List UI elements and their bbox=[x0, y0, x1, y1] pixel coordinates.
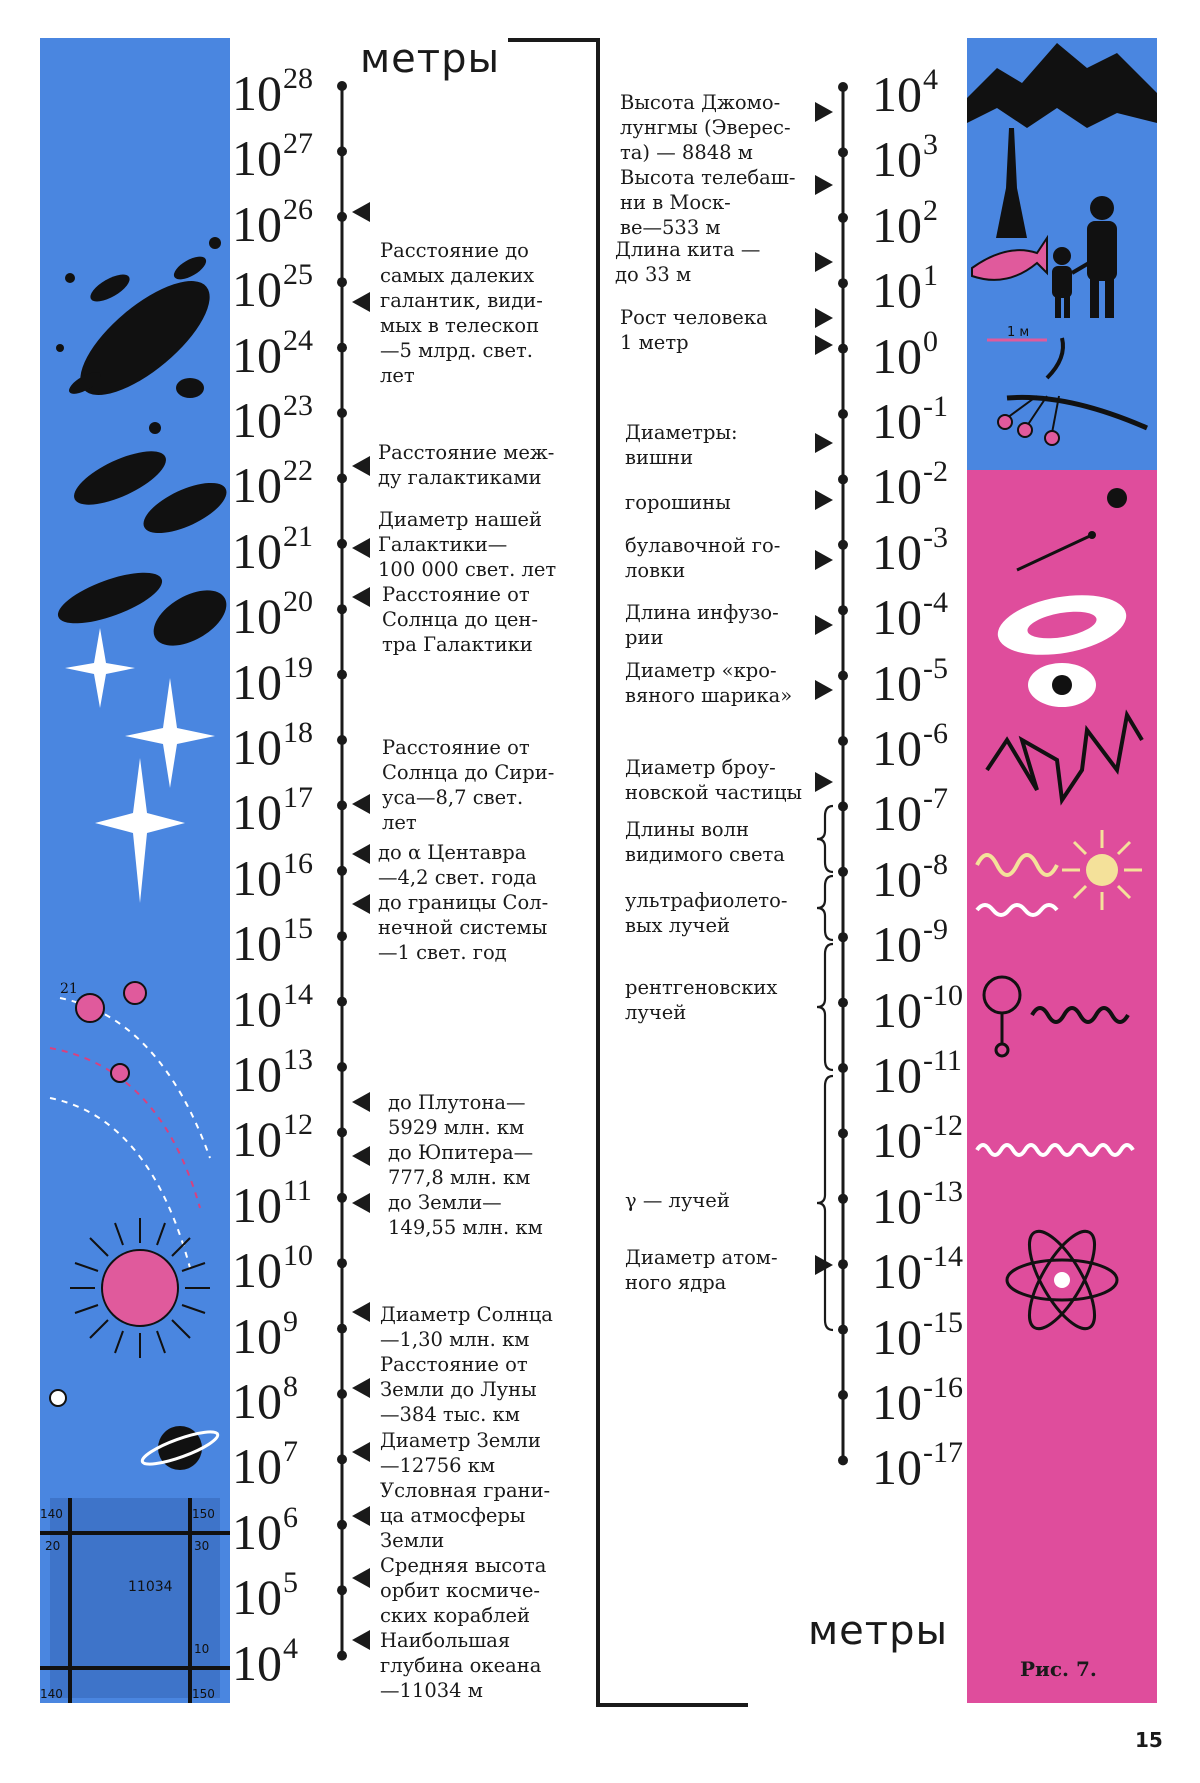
arrow-marker bbox=[815, 335, 833, 355]
arrow-marker bbox=[815, 175, 833, 195]
tick-dot bbox=[838, 409, 848, 419]
power-of-ten bbox=[232, 1304, 298, 1364]
scale-label: Условная грани- ца атмосферы Земли bbox=[380, 1479, 551, 1552]
power-base: 10 bbox=[232, 1307, 282, 1364]
scale-label: Длина инфузо- рии bbox=[625, 601, 779, 649]
power-exponent: 13 bbox=[283, 1043, 313, 1076]
power-base: 10 bbox=[872, 785, 922, 842]
svg-text:20: 20 bbox=[45, 1539, 61, 1553]
scale-label: Диаметры: вишни bbox=[625, 421, 738, 469]
power-exponent: 18 bbox=[283, 716, 313, 749]
power-of-ten bbox=[872, 782, 948, 842]
scale-label: Рост человека 1 метр bbox=[620, 306, 768, 354]
power-of-ten bbox=[872, 390, 948, 449]
scale-label: Высота телебаш- ни в Моск- ве—533 м bbox=[620, 166, 796, 239]
power-exponent: 4 bbox=[283, 1631, 298, 1665]
power-of-ten bbox=[232, 650, 313, 710]
arrow-marker bbox=[352, 1568, 370, 1588]
power-of-ten bbox=[872, 1371, 963, 1430]
power-base: 10 bbox=[232, 1503, 282, 1560]
arrow-marker bbox=[352, 587, 370, 607]
power-exponent: 9 bbox=[283, 1304, 298, 1338]
tick-dot bbox=[337, 1585, 347, 1595]
power-exponent: -2 bbox=[923, 455, 948, 489]
power-of-ten bbox=[872, 586, 948, 646]
power-of-ten bbox=[872, 1305, 963, 1365]
tick-dot bbox=[337, 735, 347, 745]
tick-dot bbox=[838, 147, 848, 157]
tick-dot bbox=[337, 1651, 347, 1661]
power-of-ten bbox=[232, 912, 313, 972]
scale-label: Расстояние от Солнца до цен- тра Галактики bbox=[382, 583, 539, 656]
power-of-ten bbox=[232, 258, 313, 318]
tick-dot bbox=[838, 998, 848, 1008]
tick-dot bbox=[838, 344, 848, 354]
connecting-bracket bbox=[508, 40, 748, 1705]
svg-text:150: 150 bbox=[192, 1687, 215, 1701]
power-base: 10 bbox=[232, 1634, 282, 1691]
tick-dot bbox=[337, 146, 347, 156]
power-base: 10 bbox=[232, 1176, 282, 1233]
power-of-ten bbox=[232, 127, 313, 187]
tick-dot bbox=[838, 278, 848, 288]
power-base: 10 bbox=[872, 981, 922, 1038]
power-of-ten bbox=[232, 1500, 298, 1560]
scale-label: Расстояние от Земли до Луны —384 тыс. км bbox=[380, 1353, 537, 1426]
tick-dot bbox=[838, 1455, 848, 1465]
power-base: 10 bbox=[872, 720, 922, 776]
scale-label: Высота Джомо- лунгмы (Эверес- та) — 8848 м bbox=[620, 91, 791, 164]
svg-text:1 м: 1 м bbox=[1007, 325, 1030, 340]
power-of-ten bbox=[872, 193, 938, 253]
scale-label: Расстояние до самых далеких галантик, види- мых в телескоп —5 млрд. свет. лет bbox=[380, 239, 543, 387]
tick-dot bbox=[838, 213, 848, 223]
tick-dot bbox=[337, 1520, 347, 1530]
svg-text:30: 30 bbox=[194, 1539, 210, 1553]
power-of-ten bbox=[872, 1240, 963, 1300]
power-of-ten bbox=[232, 977, 313, 1037]
scale-label: Расстояние от Солнца до Сири- уса—8,7 свет. лет bbox=[382, 736, 555, 834]
tick-dot bbox=[838, 474, 848, 484]
power-exponent: -14 bbox=[923, 1240, 963, 1274]
tick-dot bbox=[838, 82, 848, 92]
power-base: 10 bbox=[872, 1374, 922, 1430]
tick-dot bbox=[337, 539, 347, 549]
range-brace bbox=[817, 944, 833, 1070]
arrow-marker bbox=[352, 1092, 370, 1112]
svg-text:11034: 11034 bbox=[128, 1579, 173, 1595]
page-number: 15 bbox=[1135, 1728, 1163, 1752]
power-exponent: 24 bbox=[283, 323, 313, 357]
tick-dot bbox=[838, 932, 848, 942]
power-exponent: -1 bbox=[923, 390, 948, 423]
tick-dot bbox=[337, 1389, 347, 1399]
tick-dot bbox=[337, 866, 347, 876]
power-of-ten bbox=[232, 454, 313, 514]
power-base: 10 bbox=[232, 588, 282, 645]
tick-dot bbox=[838, 801, 848, 811]
power-base: 10 bbox=[232, 915, 282, 972]
power-base: 10 bbox=[232, 1373, 282, 1429]
scale-label: горошины bbox=[625, 491, 731, 514]
power-base: 10 bbox=[232, 980, 282, 1037]
tick-dot bbox=[838, 671, 848, 681]
power-base: 10 bbox=[232, 1046, 282, 1102]
tick-dot bbox=[838, 867, 848, 877]
power-exponent: -12 bbox=[923, 1109, 963, 1143]
power-of-ten bbox=[232, 1108, 313, 1168]
scale-label: до границы Сол- нечной системы —1 свет. год bbox=[378, 891, 549, 964]
tick-dot bbox=[337, 81, 347, 91]
power-exponent: 5 bbox=[283, 1566, 298, 1600]
power-of-ten bbox=[872, 520, 948, 580]
power-exponent: -17 bbox=[923, 1436, 963, 1470]
power-exponent: 22 bbox=[283, 454, 313, 488]
power-base: 10 bbox=[872, 589, 922, 646]
power-base: 10 bbox=[232, 719, 282, 775]
power-of-ten bbox=[872, 717, 948, 776]
tick-dot bbox=[838, 1325, 848, 1335]
arrow-marker bbox=[815, 680, 833, 700]
power-of-ten bbox=[872, 455, 948, 515]
scale-label: Диаметр Земли —12756 км bbox=[380, 1429, 541, 1477]
power-exponent: 15 bbox=[283, 912, 313, 946]
tick-dot bbox=[838, 540, 848, 550]
power-of-ten bbox=[872, 128, 938, 188]
power-base: 10 bbox=[872, 66, 922, 122]
power-of-ten bbox=[872, 1109, 963, 1169]
scale-label: Диаметр Солнца —1,30 млн. км bbox=[380, 1303, 553, 1351]
scale-label: Длина кита — до 33 м bbox=[615, 238, 761, 286]
arrow-marker bbox=[352, 202, 370, 222]
tick-dot bbox=[337, 1454, 347, 1464]
arrow-marker bbox=[352, 1193, 370, 1213]
power-exponent: 17 bbox=[283, 781, 313, 815]
power-exponent: 23 bbox=[283, 389, 313, 422]
svg-text:140: 140 bbox=[40, 1687, 63, 1701]
figure-caption: Рис. 7. bbox=[1020, 1657, 1097, 1681]
power-exponent: 25 bbox=[283, 258, 313, 292]
tick-dot bbox=[337, 997, 347, 1007]
tick-dot bbox=[337, 1193, 347, 1203]
arrow-marker bbox=[352, 456, 370, 476]
power-of-ten bbox=[232, 781, 313, 841]
power-exponent: -3 bbox=[923, 520, 948, 554]
power-exponent: 3 bbox=[923, 128, 938, 162]
power-base: 10 bbox=[232, 1438, 282, 1495]
tick-dot bbox=[337, 1062, 347, 1072]
scale-label: Средняя высота орбит космиче- ских кораблей bbox=[380, 1554, 547, 1627]
power-of-ten bbox=[232, 1435, 298, 1495]
power-exponent: 14 bbox=[283, 977, 313, 1011]
tick-dot bbox=[337, 277, 347, 287]
arrow-marker bbox=[815, 490, 833, 510]
scale-label: Расстояние меж- ду галактиками bbox=[378, 441, 555, 489]
power-exponent: -8 bbox=[923, 847, 948, 881]
power-of-ten bbox=[232, 1631, 298, 1691]
arrow-marker bbox=[352, 1146, 370, 1166]
power-exponent: 8 bbox=[283, 1370, 298, 1403]
power-of-ten bbox=[872, 259, 938, 319]
arrow-marker bbox=[815, 102, 833, 122]
power-base: 10 bbox=[232, 849, 282, 906]
power-of-ten bbox=[872, 847, 948, 907]
scale-label: ультрафиолето- вых лучей bbox=[625, 889, 788, 937]
power-base: 10 bbox=[232, 261, 282, 318]
tick-dot bbox=[337, 473, 347, 483]
power-base: 10 bbox=[232, 653, 282, 710]
scale-label: γ — лучей bbox=[625, 1189, 730, 1212]
scale-label: Наибольшая глубина океана —11034 м bbox=[380, 1629, 542, 1702]
power-base: 10 bbox=[872, 393, 922, 449]
power-exponent: -9 bbox=[923, 913, 948, 947]
power-base: 10 bbox=[872, 1243, 922, 1300]
arrow-marker bbox=[352, 1378, 370, 1398]
tick-dot bbox=[337, 212, 347, 222]
power-exponent: -7 bbox=[923, 782, 948, 816]
arrow-marker bbox=[815, 772, 833, 792]
power-exponent: 26 bbox=[283, 192, 313, 226]
power-base: 10 bbox=[872, 196, 922, 253]
power-base: 10 bbox=[872, 458, 922, 515]
svg-text:150: 150 bbox=[192, 1507, 215, 1521]
range-brace bbox=[817, 1076, 833, 1330]
tick-dot bbox=[838, 736, 848, 746]
power-base: 10 bbox=[872, 327, 922, 384]
power-of-ten bbox=[232, 1239, 313, 1299]
power-exponent: -5 bbox=[923, 651, 948, 685]
power-base: 10 bbox=[872, 654, 922, 711]
power-base: 10 bbox=[872, 850, 922, 907]
power-of-ten bbox=[232, 62, 313, 121]
power-exponent: -6 bbox=[923, 717, 948, 750]
power-of-ten bbox=[232, 192, 313, 252]
scale-label: Диаметр атом- ного ядра bbox=[625, 1246, 778, 1294]
arrow-marker bbox=[815, 550, 833, 570]
power-exponent: 6 bbox=[283, 1500, 298, 1534]
tick-dot bbox=[337, 1324, 347, 1334]
power-of-ten bbox=[872, 978, 963, 1038]
range-brace bbox=[817, 806, 833, 872]
svg-text:10: 10 bbox=[194, 1642, 210, 1656]
arrow-marker bbox=[352, 1630, 370, 1650]
scale-label: Диаметр «кро- вяного шарика» bbox=[625, 659, 793, 707]
power-of-ten bbox=[872, 324, 938, 384]
tick-dot bbox=[337, 800, 347, 810]
power-exponent: 4 bbox=[923, 63, 938, 96]
arrow-marker bbox=[815, 433, 833, 453]
power-exponent: 2 bbox=[923, 193, 938, 227]
scale-label: до Земли— 149,55 млн. км bbox=[388, 1191, 543, 1239]
scale-label: Диаметр нашей Галактики— 100 000 свет. лет bbox=[378, 508, 557, 581]
power-base: 10 bbox=[232, 1111, 282, 1168]
power-of-ten bbox=[872, 63, 938, 122]
power-of-ten bbox=[232, 1566, 298, 1626]
power-of-ten bbox=[232, 1370, 298, 1429]
power-base: 10 bbox=[232, 65, 282, 121]
power-of-ten bbox=[232, 1043, 313, 1102]
tick-dot bbox=[838, 1194, 848, 1204]
power-exponent: 27 bbox=[283, 127, 313, 161]
power-base: 10 bbox=[232, 195, 282, 252]
scale-label: до Юпитера— 777,8 млн. км bbox=[388, 1141, 534, 1189]
scale-label: до Плутона— 5929 млн. км bbox=[388, 1091, 526, 1139]
power-base: 10 bbox=[872, 523, 922, 580]
power-base: 10 bbox=[872, 916, 922, 973]
tick-dot bbox=[337, 1258, 347, 1268]
power-exponent: -13 bbox=[923, 1174, 963, 1208]
power-of-ten bbox=[232, 519, 313, 579]
power-base: 10 bbox=[872, 1112, 922, 1169]
tick-dot bbox=[838, 1259, 848, 1269]
tick-dot bbox=[337, 604, 347, 614]
power-exponent: 21 bbox=[283, 519, 313, 553]
power-base: 10 bbox=[872, 1047, 922, 1103]
power-exponent: 12 bbox=[283, 1108, 313, 1142]
power-base: 10 bbox=[232, 392, 282, 448]
power-exponent: -15 bbox=[923, 1305, 963, 1339]
power-exponent: 0 bbox=[923, 324, 938, 358]
tick-dot bbox=[337, 670, 347, 680]
arrow-marker bbox=[352, 844, 370, 864]
power-exponent: -10 bbox=[923, 978, 963, 1012]
power-of-ten bbox=[872, 1436, 963, 1496]
power-exponent: 1 bbox=[923, 259, 938, 293]
arrow-marker bbox=[352, 292, 370, 312]
tick-dot bbox=[337, 1127, 347, 1137]
power-exponent: 28 bbox=[283, 62, 313, 95]
power-base: 10 bbox=[872, 1439, 922, 1496]
tick-dot bbox=[838, 1063, 848, 1073]
power-base: 10 bbox=[872, 1308, 922, 1365]
power-of-ten bbox=[872, 651, 948, 711]
power-exponent: 10 bbox=[283, 1239, 313, 1273]
arrow-marker bbox=[352, 1302, 370, 1322]
power-base: 10 bbox=[232, 784, 282, 841]
power-exponent: -16 bbox=[923, 1371, 963, 1404]
power-of-ten bbox=[232, 716, 313, 775]
power-of-ten bbox=[232, 585, 313, 645]
arrow-marker bbox=[352, 1442, 370, 1462]
power-exponent: 11 bbox=[283, 1173, 312, 1207]
left-unit-label: метры bbox=[360, 36, 501, 82]
power-exponent: -11 bbox=[923, 1044, 962, 1077]
tick-dot bbox=[337, 931, 347, 941]
tick-dot bbox=[337, 343, 347, 353]
arrow-marker bbox=[352, 538, 370, 558]
power-base: 10 bbox=[232, 522, 282, 579]
range-brace bbox=[817, 876, 833, 940]
arrow-marker bbox=[815, 252, 833, 272]
power-exponent: 16 bbox=[283, 846, 313, 880]
power-of-ten bbox=[232, 389, 313, 448]
scale-label: до α Центавра —4,2 свет. года bbox=[378, 841, 537, 889]
power-of-ten bbox=[232, 1173, 312, 1233]
arrow-marker bbox=[815, 615, 833, 635]
arrow-marker bbox=[815, 308, 833, 328]
power-base: 10 bbox=[872, 262, 922, 319]
power-of-ten bbox=[232, 323, 313, 383]
scale-label: Диаметр броу- новской частицы bbox=[625, 756, 803, 804]
arrow-marker bbox=[352, 794, 370, 814]
power-of-ten bbox=[872, 1174, 963, 1234]
tick-dot bbox=[838, 1390, 848, 1400]
arrow-marker bbox=[352, 1506, 370, 1526]
power-of-ten bbox=[872, 1044, 962, 1103]
power-exponent: 20 bbox=[283, 585, 313, 619]
tick-dot bbox=[838, 1128, 848, 1138]
tick-dot bbox=[838, 605, 848, 615]
svg-text:140: 140 bbox=[40, 1507, 63, 1521]
power-of-ten bbox=[232, 846, 313, 906]
power-base: 10 bbox=[232, 1569, 282, 1626]
scale-label: Длины волн видимого света bbox=[625, 818, 785, 866]
power-base: 10 bbox=[232, 1242, 282, 1299]
scale-label: булавочной го- ловки bbox=[625, 534, 781, 582]
power-base: 10 bbox=[872, 131, 922, 188]
power-base: 10 bbox=[232, 326, 282, 383]
arrow-marker bbox=[352, 894, 370, 914]
svg-text:21: 21 bbox=[60, 981, 78, 997]
power-base: 10 bbox=[872, 1177, 922, 1234]
scale-label: рентгеновских лучей bbox=[625, 976, 778, 1024]
power-exponent: 7 bbox=[283, 1435, 298, 1469]
power-exponent: -4 bbox=[923, 586, 948, 620]
power-base: 10 bbox=[232, 457, 282, 514]
power-base: 10 bbox=[232, 130, 282, 187]
power-of-ten bbox=[872, 913, 948, 973]
right-unit-label: метры bbox=[808, 1608, 949, 1654]
power-exponent: 19 bbox=[283, 650, 313, 684]
tick-dot bbox=[337, 408, 347, 418]
